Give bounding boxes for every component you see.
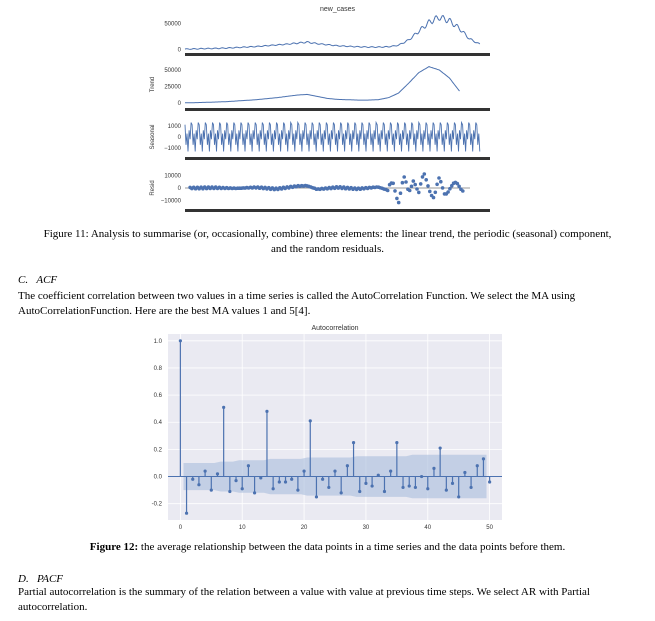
resid-point xyxy=(410,185,414,189)
acf-marker xyxy=(414,486,417,489)
acf-marker xyxy=(179,339,182,342)
acf-marker xyxy=(228,490,231,493)
panel-ylabel: Seasonal xyxy=(150,124,156,150)
figure-12 xyxy=(140,320,510,535)
resid-point xyxy=(391,182,395,186)
figure-11 xyxy=(140,0,500,220)
acf-marker xyxy=(426,487,429,490)
acf-marker xyxy=(197,483,200,486)
acf-marker xyxy=(321,478,324,481)
acf-marker xyxy=(482,457,485,460)
y-tick-label: 10000 xyxy=(164,173,181,180)
resid-point xyxy=(413,183,417,187)
acf-x-tick-label: 20 xyxy=(300,525,308,531)
panel-title: new_cases xyxy=(319,6,356,13)
resid-point xyxy=(419,182,423,186)
acf-marker xyxy=(389,470,392,473)
acf-marker xyxy=(457,495,460,498)
acf-y-tick-label: 0.6 xyxy=(153,393,162,400)
decomp-panel-3 xyxy=(150,118,490,160)
section-c-title: ACF xyxy=(36,274,58,286)
acf-marker xyxy=(401,486,404,489)
resid-point xyxy=(446,190,450,194)
resid-point xyxy=(441,186,445,190)
section-c-label: C. xyxy=(18,274,29,286)
acf-x-tick-label: 40 xyxy=(424,525,432,531)
figure-11-caption-line1: Figure 11: Analysis to summarise (or, occasionally, combine) three elements: the linear trend, the periodic (seasonal) component, xyxy=(43,228,612,240)
acf-y-tick-label: 0.0 xyxy=(153,474,162,481)
panel-background xyxy=(185,14,490,52)
acf-marker xyxy=(272,487,275,490)
resid-point xyxy=(439,180,443,184)
autocorrelation-chart xyxy=(140,320,510,535)
panel-x-axis-strip xyxy=(185,108,490,111)
resid-point xyxy=(412,179,416,183)
panel-ylabel: Resid xyxy=(150,180,156,196)
acf-marker xyxy=(191,478,194,481)
acf-marker xyxy=(222,406,225,409)
acf-marker xyxy=(408,484,411,487)
section-c-heading xyxy=(18,274,57,286)
resid-point xyxy=(393,189,397,193)
acf-marker xyxy=(371,484,374,487)
section-c-body: The coefficient correlation between two values in a time series is called the AutoCorrelation Function. We select the MA using AutoCorrelationFunction. Here are the best MA values 1 and 5[4]. xyxy=(18,290,576,317)
resid-point xyxy=(408,189,412,193)
acf-marker xyxy=(463,471,466,474)
acf-marker xyxy=(284,480,287,483)
acf-marker xyxy=(439,446,442,449)
y-tick-label: 0 xyxy=(177,186,181,192)
resid-point xyxy=(399,191,403,195)
acf-x-tick-label: 10 xyxy=(238,525,246,531)
panel-x-axis-strip xyxy=(185,157,490,160)
acf-marker xyxy=(234,479,237,482)
section-d-body: Partial autocorrelation is the summary of the relation between a value with value at previous time steps. We select AR with Partial autocorrelation. xyxy=(18,586,590,613)
acf-marker xyxy=(247,464,250,467)
acf-marker xyxy=(488,480,491,483)
acf-marker xyxy=(216,472,219,475)
section-d-label: D. xyxy=(18,573,29,585)
acf-x-tick-label: 30 xyxy=(362,525,370,531)
acf-marker xyxy=(309,419,312,422)
y-tick-label: 0 xyxy=(177,47,181,54)
acf-marker xyxy=(395,441,398,444)
acf-marker xyxy=(296,489,299,492)
acf-marker xyxy=(420,475,423,478)
y-tick-label: −1000 xyxy=(164,146,181,153)
acf-marker xyxy=(327,486,330,489)
acf-marker xyxy=(290,478,293,481)
panel-x-axis-strip xyxy=(185,53,490,56)
resid-point xyxy=(386,189,390,193)
resid-point xyxy=(432,196,436,200)
y-tick-label: 50000 xyxy=(164,21,181,28)
y-tick-label: 50000 xyxy=(164,67,181,74)
resid-point xyxy=(428,190,432,194)
figure-11-caption-line2: and the random residuals. xyxy=(270,243,385,255)
acf-marker xyxy=(265,410,268,413)
decomposition-chart xyxy=(140,0,500,220)
acf-marker xyxy=(445,489,448,492)
y-tick-label: 0 xyxy=(177,135,181,141)
y-tick-label: 1000 xyxy=(167,123,181,130)
acf-marker xyxy=(352,441,355,444)
acf-y-tick-label: 0.4 xyxy=(153,420,162,427)
panel-background xyxy=(185,62,490,107)
acf-marker xyxy=(210,489,213,492)
resid-point xyxy=(397,201,401,205)
acf-marker xyxy=(241,487,244,490)
acf-title: Autocorrelation xyxy=(311,325,359,332)
y-tick-label: −10000 xyxy=(160,198,181,205)
resid-point xyxy=(415,187,419,191)
resid-point xyxy=(437,176,441,180)
acf-marker xyxy=(253,491,256,494)
acf-marker xyxy=(333,470,336,473)
resid-point xyxy=(461,189,465,193)
resid-point xyxy=(426,184,430,188)
acf-marker xyxy=(346,464,349,467)
acf-y-tick-label: -0.2 xyxy=(151,501,162,508)
acf-marker xyxy=(451,482,454,485)
acf-marker xyxy=(185,512,188,515)
section-d-title: PACF xyxy=(36,573,64,585)
decomp-panel-4 xyxy=(150,168,490,212)
panel-x-axis-strip xyxy=(185,209,490,212)
y-tick-label: 0 xyxy=(177,101,181,108)
acf-y-tick-label: 0.8 xyxy=(153,365,162,372)
resid-point xyxy=(395,197,399,201)
acf-y-tick-label: 0.2 xyxy=(153,447,162,454)
acf-marker xyxy=(204,470,207,473)
acf-marker xyxy=(476,464,479,467)
acf-marker xyxy=(340,491,343,494)
acf-x-tick-label: 50 xyxy=(486,525,493,531)
acf-marker xyxy=(383,490,386,493)
figure-12-caption xyxy=(10,540,645,555)
resid-point xyxy=(424,178,428,182)
decomp-panel-2 xyxy=(150,62,490,111)
y-tick-label: 25000 xyxy=(164,84,181,91)
section-d-heading xyxy=(18,573,63,585)
acf-marker xyxy=(259,476,262,479)
resid-point xyxy=(448,187,452,191)
acf-marker xyxy=(315,495,318,498)
acf-marker xyxy=(377,474,380,477)
resid-point xyxy=(402,175,406,179)
figure-12-caption-text: the average relationship between the data points in a time series and the data points before them. xyxy=(138,541,566,553)
acf-marker xyxy=(278,480,281,483)
acf-y-tick-label: 1.0 xyxy=(153,338,162,345)
acf-marker xyxy=(358,490,361,493)
decomp-panel-1 xyxy=(164,6,490,56)
acf-marker xyxy=(432,467,435,470)
resid-point xyxy=(435,183,439,187)
acf-marker xyxy=(302,470,305,473)
figure-11-caption xyxy=(10,227,645,257)
acf-marker xyxy=(364,482,367,485)
acf-x-tick-label: 0 xyxy=(178,525,183,531)
acf-marker xyxy=(469,486,472,489)
resid-point xyxy=(423,172,427,176)
resid-point xyxy=(401,181,405,185)
resid-point xyxy=(434,191,438,195)
resid-point xyxy=(404,180,408,184)
panel-ylabel: Trend xyxy=(150,76,156,93)
figure-12-caption-label: Figure 12: xyxy=(89,541,139,553)
resid-point xyxy=(417,191,421,195)
